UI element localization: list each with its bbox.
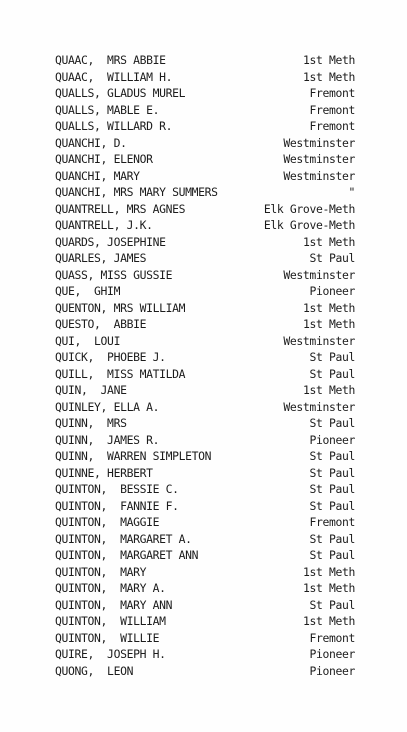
entry-name: QUINTON, FANNIE F. — [55, 498, 179, 513]
list-item — [55, 366, 355, 383]
list-item — [55, 663, 355, 680]
entry-church: St Paul — [309, 449, 355, 463]
list-item — [55, 448, 355, 465]
list-item — [55, 250, 355, 267]
entry-church: 1st Meth — [302, 234, 355, 249]
list-item — [55, 184, 355, 201]
list-item — [55, 399, 355, 416]
entry-church: St Paul — [309, 548, 355, 562]
entry-name: QUINTON, BESSIE C. — [55, 482, 179, 496]
entry-church: Elk Grove-Meth — [263, 218, 355, 232]
entry-church: Fremont — [309, 515, 355, 529]
entry-church: Westminster — [283, 267, 355, 282]
list-item — [55, 481, 355, 498]
entry-church: Westminster — [283, 333, 355, 348]
entry-name: QUINNE, HERBERT — [55, 465, 153, 480]
entry-name: QUINTON, MARGARET A. — [55, 531, 192, 546]
entry-name: QUE, GHIM — [55, 284, 121, 298]
entry-name: QUIN, JANE — [55, 383, 127, 397]
entry-name: QUINTON, MARY — [55, 564, 147, 579]
entry-church: Pioneer — [309, 284, 355, 298]
list-item — [55, 267, 355, 284]
entry-church: 1st Meth — [302, 300, 355, 315]
entry-name: QUESTO, ABBIE — [55, 317, 147, 331]
entry-name: QUINN, JAMES R. — [55, 432, 160, 447]
entry-name: QUINTON, MARY A. — [55, 581, 166, 595]
list-item — [55, 151, 355, 168]
list-item — [55, 415, 355, 432]
list-item — [55, 613, 355, 630]
entry-church: 1st Meth — [302, 383, 355, 397]
entry-church: St Paul — [309, 597, 355, 612]
entry-name: QUARLES, JAMES — [55, 251, 147, 265]
entry-church: Westminster — [283, 168, 355, 183]
entry-church: 1st Meth — [302, 69, 355, 84]
entry-church: St Paul — [309, 251, 355, 265]
list-item — [55, 69, 355, 86]
list-item — [55, 580, 355, 597]
entry-name: QUANCHI, D. — [55, 135, 127, 150]
entry-church: St Paul — [309, 482, 355, 496]
entry-name: QUINTON, MAGGIE — [55, 515, 160, 529]
entry-name: QUASS, MISS GUSSIE — [55, 267, 173, 282]
list-item — [55, 514, 355, 531]
entry-church: Fremont — [309, 102, 355, 117]
list-item — [55, 646, 355, 663]
entry-church: St Paul — [309, 366, 355, 381]
entry-name: QUI, LOUI — [55, 333, 121, 348]
entry-name: QUANCHI, ELENOR — [55, 152, 153, 166]
entry-name: QUANTRELL, MRS AGNES — [55, 201, 186, 216]
entry-name: QUANCHI, MRS MARY SUMMERS — [55, 185, 218, 199]
list-item — [55, 630, 355, 647]
entry-church: " — [348, 185, 355, 199]
entry-church: Pioneer — [309, 432, 355, 447]
entry-name: QUALLS, MABLE E. — [55, 102, 160, 117]
entry-name: QUALLS, GLADUS MUREL — [55, 86, 186, 100]
list-item — [55, 201, 355, 218]
list-item — [55, 333, 355, 350]
list-item — [55, 168, 355, 185]
entry-name: QUANCHI, MARY — [55, 168, 140, 183]
entry-name: QUANTRELL, J.K. — [55, 218, 153, 232]
list-item — [55, 234, 355, 251]
list-item — [55, 564, 355, 581]
entry-church: 1st Meth — [302, 614, 355, 628]
entry-church: St Paul — [309, 465, 355, 480]
list-item — [55, 102, 355, 119]
entry-church: Fremont — [309, 86, 355, 100]
entry-church: 1st Meth — [302, 564, 355, 579]
entry-name: QUONG, LEON — [55, 663, 134, 678]
entry-name: QUILL, MISS MATILDA — [55, 366, 186, 381]
entry-name: QUINN, MRS — [55, 416, 127, 430]
list-item — [55, 85, 355, 102]
entry-name: QUINTON, MARGARET ANN — [55, 548, 199, 562]
entry-church: Westminster — [283, 135, 355, 150]
list-item — [55, 135, 355, 152]
list-item — [55, 531, 355, 548]
entry-church: Elk Grove-Meth — [263, 201, 355, 216]
entry-church: Fremont — [309, 119, 355, 133]
entry-name: QUARDS, JOSEPHINE — [55, 234, 166, 249]
entry-church: St Paul — [309, 416, 355, 430]
entry-church: Fremont — [309, 630, 355, 645]
entry-church: Westminster — [283, 399, 355, 414]
entry-church: 1st Meth — [302, 317, 355, 331]
entry-name: QUALLS, WILLARD R. — [55, 119, 173, 133]
entry-church: Pioneer — [309, 663, 355, 678]
list-item — [55, 316, 355, 333]
list-item — [55, 349, 355, 366]
entry-name: QUINLEY, ELLA A. — [55, 399, 160, 414]
entry-name: QUIRE, JOSEPH H. — [55, 647, 166, 661]
entry-church: Westminster — [283, 152, 355, 166]
entry-name: QUAAC, WILLIAM H. — [55, 69, 173, 84]
entry-church: 1st Meth — [302, 53, 355, 67]
list-item — [55, 118, 355, 135]
entry-name: QUINN, WARREN SIMPLETON — [55, 449, 212, 463]
list-item — [55, 432, 355, 449]
list-item — [55, 52, 355, 69]
entry-name: QUENTON, MRS WILLIAM — [55, 300, 186, 315]
list-item — [55, 597, 355, 614]
entry-name: QUAAC, MRS ABBIE — [55, 53, 166, 67]
entry-name: QUICK, PHOEBE J. — [55, 350, 166, 364]
list-item — [55, 217, 355, 234]
list-item — [55, 300, 355, 317]
entry-church: St Paul — [309, 498, 355, 513]
list-item — [55, 382, 355, 399]
entry-name: QUINTON, WILLIE — [55, 630, 160, 645]
list-item — [55, 498, 355, 515]
list-item — [55, 283, 355, 300]
name-list — [55, 52, 355, 679]
list-item — [55, 465, 355, 482]
entry-church: Pioneer — [309, 647, 355, 661]
entry-church: St Paul — [309, 531, 355, 546]
entry-name: QUINTON, MARY ANN — [55, 597, 173, 612]
entry-church: 1st Meth — [302, 581, 355, 595]
entry-church: St Paul — [309, 350, 355, 364]
entry-name: QUINTON, WILLIAM — [55, 614, 166, 628]
list-item — [55, 547, 355, 564]
